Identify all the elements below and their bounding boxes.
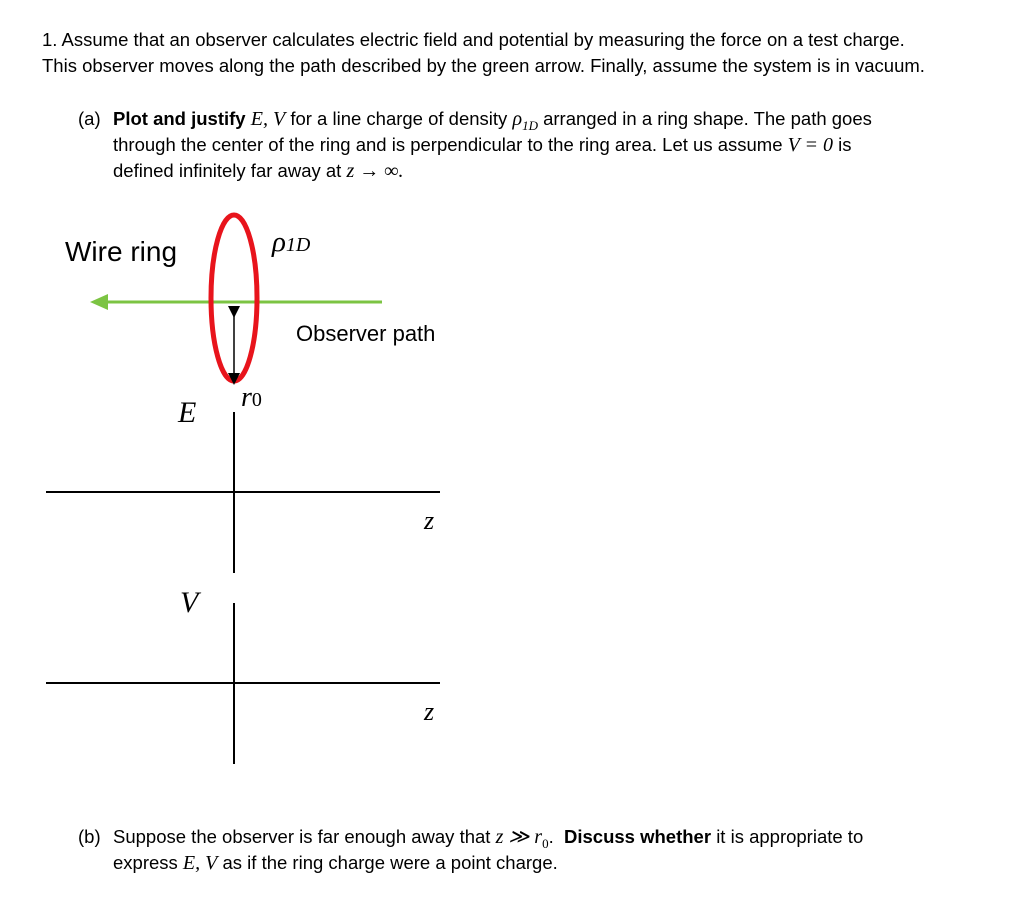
z-axis-label-2: z — [424, 697, 435, 726]
part-a-limit: z → ∞. — [346, 160, 404, 182]
wire-ring-label: Wire ring — [65, 236, 178, 267]
part-a-ev: E, V — [250, 108, 286, 130]
e-axis-label: E — [178, 396, 197, 429]
part-a-line-2: through the center of the ring and is perpendicular to the ring area. Let us assume V = 0 is — [113, 134, 852, 156]
part-a-line-3: defined infinitely far away at z → ∞. — [113, 160, 404, 182]
z-axis-label-1: z — [424, 506, 435, 535]
rho-1d-label: ρ1D — [272, 226, 311, 258]
part-b-math: z ≫ $r_0$ — [495, 826, 549, 851]
part-b-bold: Discuss whether — [564, 826, 712, 847]
problem-line-1: 1. Assume that an observer calculates electric field and potential by measuring the force on a test charge. — [42, 29, 905, 50]
part-a-v-eq: V = 0 — [787, 134, 833, 156]
part-a-label: (a) — [78, 108, 101, 129]
r0-label: r0 — [241, 382, 262, 413]
observer-path-arrowhead — [90, 294, 108, 310]
part-a-bold: Plot and justify — [113, 108, 246, 129]
part-a-end: arranged in a ring shape. The path goes — [543, 108, 872, 129]
part-a-rho: $\rho_{1D}$ — [512, 108, 538, 133]
part-b-label: (b) — [78, 826, 101, 847]
part-a-text: for a line charge of density — [290, 108, 508, 129]
part-b-line-1: Suppose the observer is far enough away that z ≫ $r_0$. Discuss whether it is appropriate to — [113, 826, 864, 851]
v-axis-label: V — [180, 586, 199, 619]
part-b-ev: E, V — [182, 852, 218, 874]
problem-line-2: This observer moves along the path described by the green arrow. Finally, assume the system is in vacuum. — [42, 55, 925, 76]
part-b-line-2: express E, V as if the ring charge were a point charge. — [113, 852, 558, 874]
observer-path-label: Observer path — [296, 321, 436, 346]
